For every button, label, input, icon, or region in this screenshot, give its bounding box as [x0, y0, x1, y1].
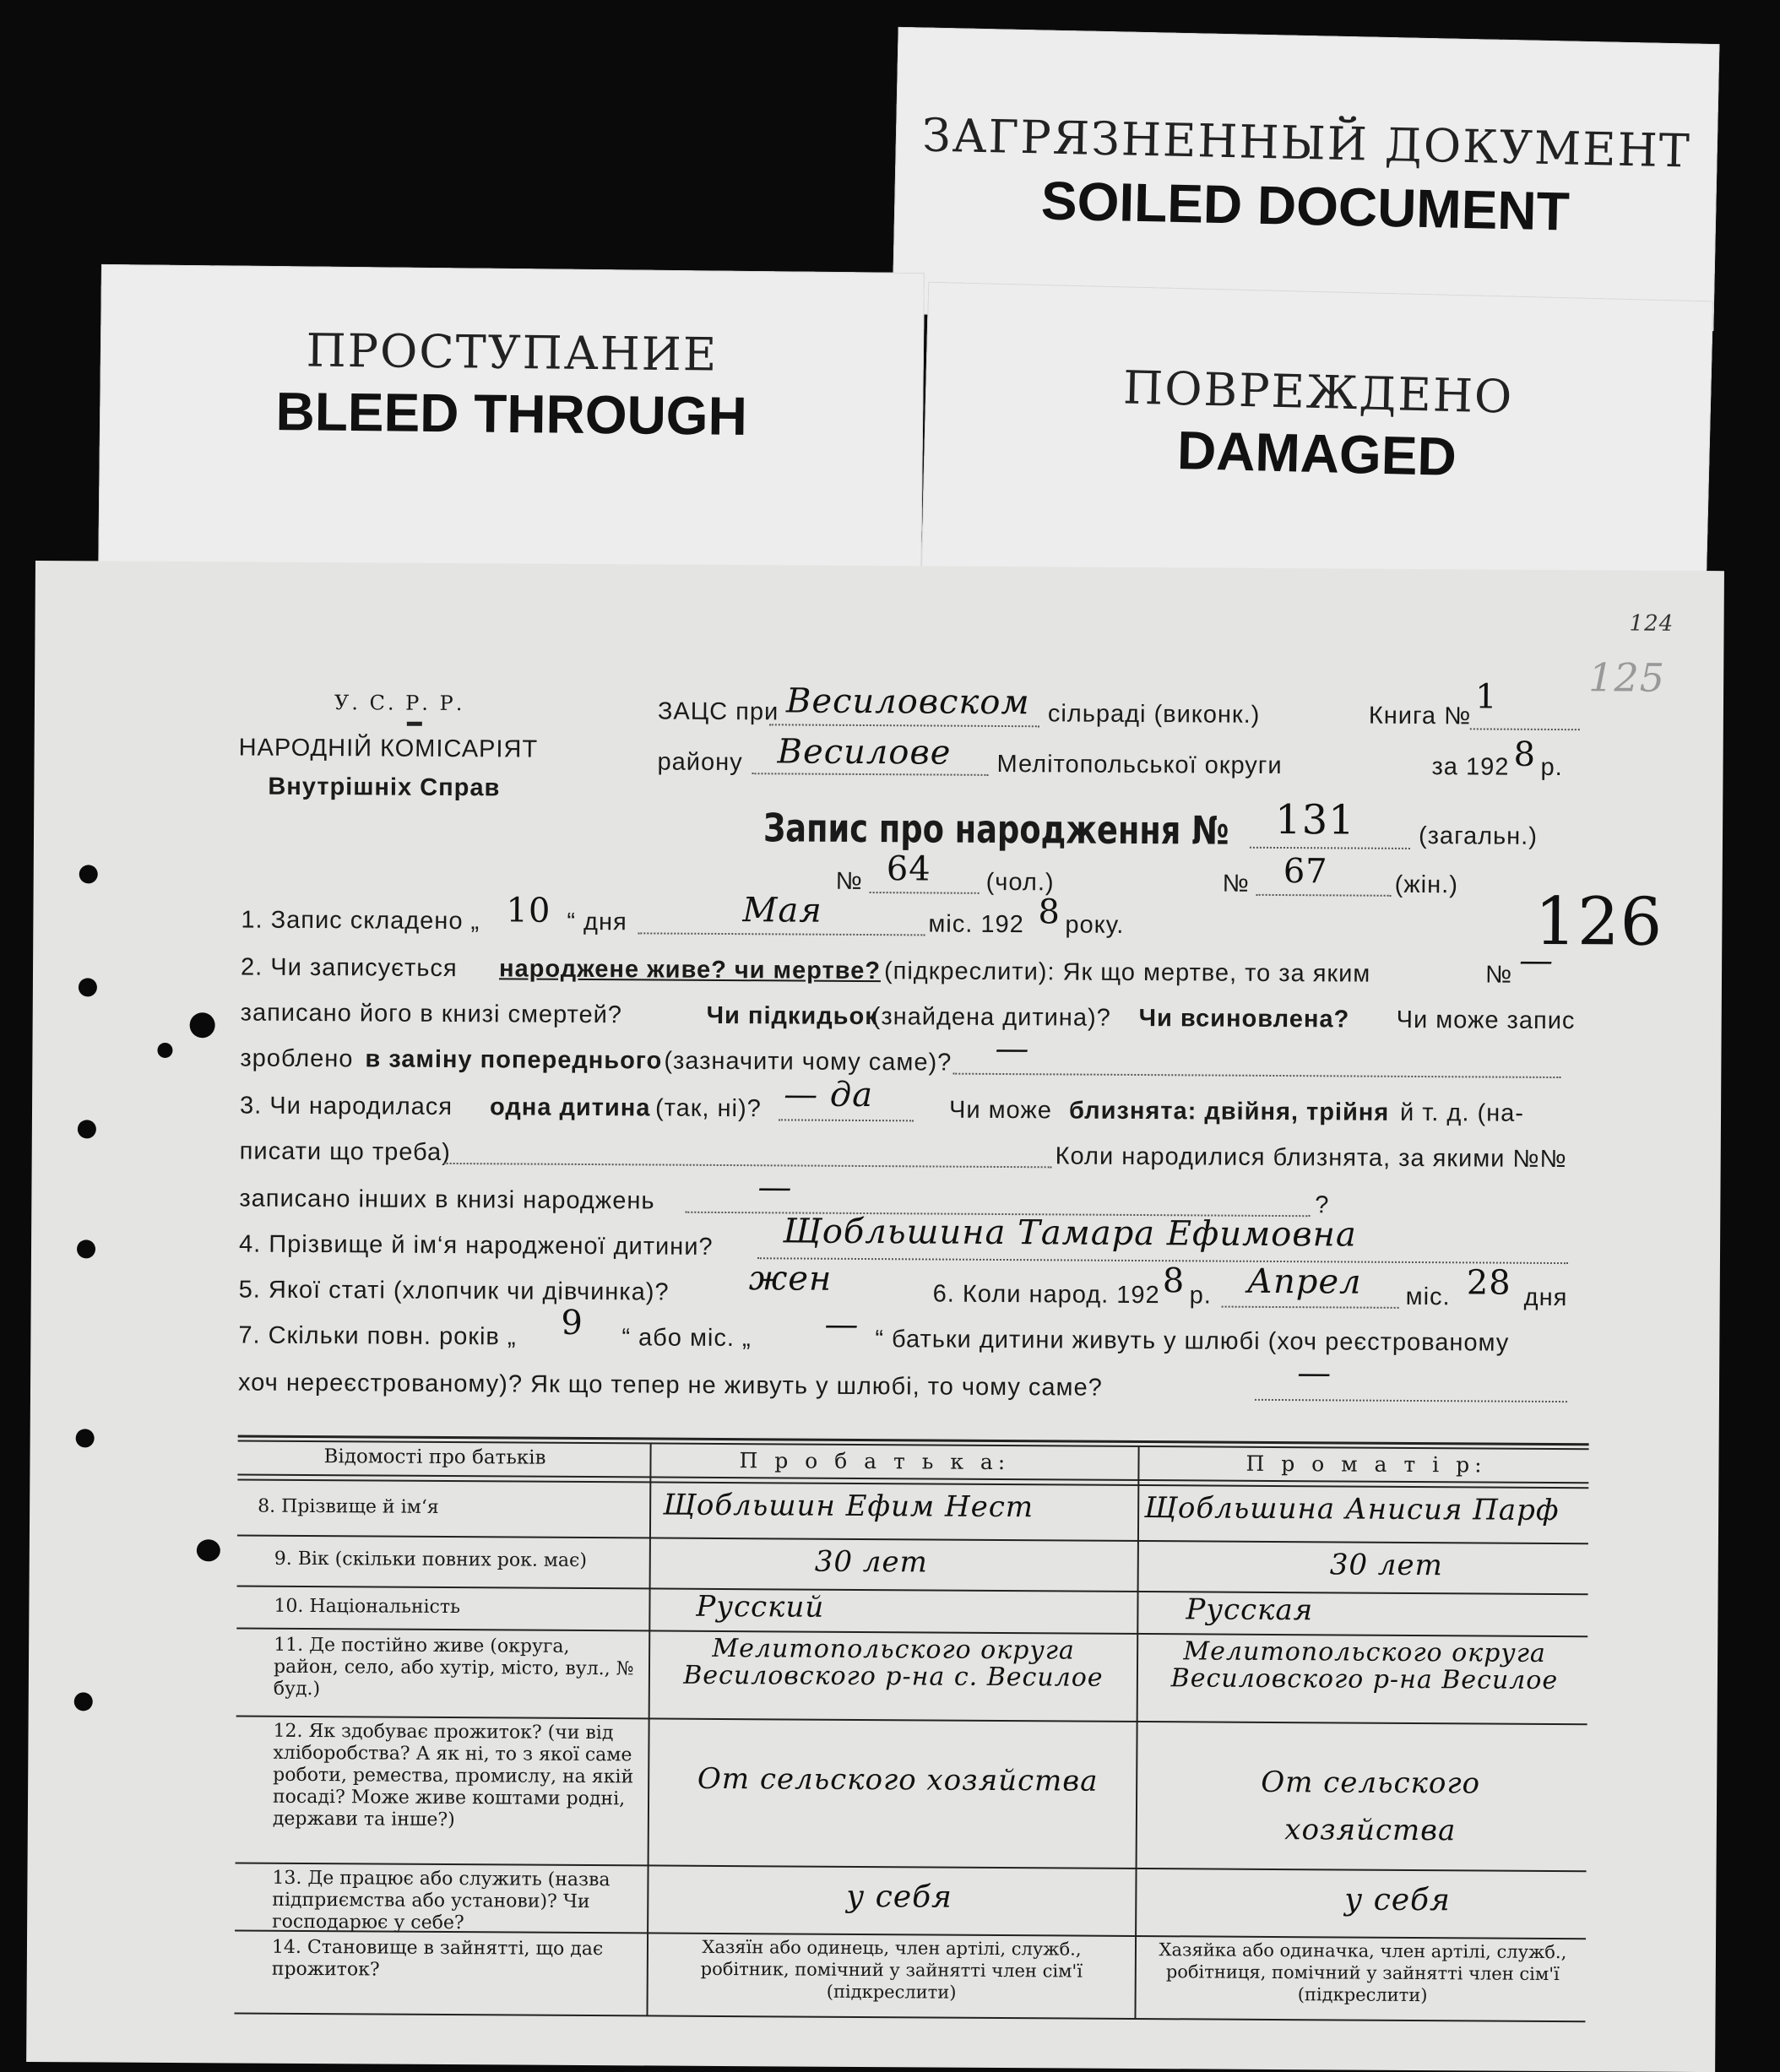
marriage-years-value: 9	[561, 1303, 584, 1342]
q2-label: 2. Чи записується	[240, 953, 458, 983]
q3-maybe: Чи може	[948, 1096, 1053, 1125]
page-mark: 126	[1534, 883, 1663, 961]
male-number-sign: №	[835, 867, 863, 895]
district-suffix: Мелітопольської округи	[996, 750, 1283, 780]
q2-adopted: Чи всиновлена?	[1138, 1004, 1350, 1033]
q7-marriage-note: “ батьки дитини живуть у шлюбі (хоч реєстрованому	[875, 1326, 1510, 1357]
year-suffix: р.	[1540, 753, 1563, 782]
child-name-value: Щобльшина Тамара Ефимовна	[783, 1212, 1357, 1255]
year-label: за 192	[1431, 753, 1510, 781]
district-value: Весилове	[777, 732, 952, 773]
mother-nationality-value: Русская	[1186, 1592, 1314, 1628]
q2-foundling: Чи підкидьок	[706, 1001, 878, 1031]
punch-hole	[79, 865, 98, 883]
birth-year-value: 8	[1162, 1261, 1186, 1301]
birth-year-suffix: р.	[1189, 1282, 1212, 1310]
punch-hole	[74, 1692, 93, 1711]
q4-label: 4. Прізвище й ім‘я народженої дитини?	[238, 1230, 714, 1261]
district-label: району	[657, 748, 743, 777]
q3-one-child: одна дитина	[489, 1093, 651, 1122]
page-mark: 125	[1588, 654, 1666, 701]
q1-month-value: Мая	[742, 891, 822, 930]
punch-hole	[77, 1239, 95, 1258]
q2-made: зроблено	[240, 1044, 354, 1073]
male-number-value: 64	[886, 849, 931, 889]
punch-hole	[197, 1539, 220, 1561]
q3-etc: й т. д. (на-	[1399, 1098, 1525, 1127]
damaged-en-label: DAMAGED	[1176, 419, 1457, 488]
q2-options: народжене живе? чи мертве?	[498, 955, 882, 985]
q3-other-births: записано інших в книзі народжень	[239, 1185, 655, 1215]
q3-twins: близнята: двійня, трійня	[1068, 1097, 1390, 1126]
bleed-en-label: BLEED THROUGH	[275, 381, 748, 447]
row-label-livelihood: 12. Як здобуває прожиток? (чи від хліборобства? А як ні, то з якої саме роботи, ремества, промислу, на якій посаді? Може живе коштами родні, держави та інше?)	[272, 1720, 634, 1831]
father-workplace-value: у себя	[846, 1879, 953, 1915]
row-label-occupation-status: 14. Становище в зайнятті, що дає прожиток?	[271, 1936, 604, 1981]
q2-replacement: в заміну попереднього	[365, 1045, 663, 1075]
record-title: Запис про народження №	[762, 805, 1229, 854]
bleed-through-card	[98, 264, 925, 594]
soiled-ru-label: ЗАГРЯЗНЕННЫЙ ДОКУМЕНТ	[921, 108, 1692, 178]
total-number-value: 131	[1274, 795, 1355, 844]
father-occupation-status: Хазяїн або одинець, член артілі, служб., робітник, помічний у зайнятті член сім'ї (підкреслити)	[700, 1936, 1083, 2003]
father-nationality-value: Русский	[696, 1589, 825, 1625]
q6-label: 6. Коли народ. 192	[932, 1280, 1160, 1310]
book-label: Книга №	[1368, 702, 1472, 730]
female-suffix: (жін.)	[1394, 871, 1459, 899]
child-sex-value: жен	[748, 1259, 833, 1299]
q2-replacement-note: (зазначити чому саме)?	[664, 1047, 952, 1077]
book-number-value: 1	[1474, 677, 1498, 717]
mother-name-value: Щобльшина Анисия Парф	[1144, 1491, 1560, 1528]
page-mark: 124	[1629, 610, 1674, 637]
q3-question-mark: ?	[1315, 1191, 1330, 1219]
soiled-en-label: SOILED DOCUMENT	[1040, 170, 1571, 242]
punch-hole	[190, 1012, 215, 1038]
punch-hole	[76, 1429, 95, 1447]
year-digit-value: 8	[1513, 735, 1537, 774]
father-name-value: Щобльшин Ефим Нест	[663, 1488, 1034, 1525]
q3-write: писати що треба)	[239, 1137, 451, 1167]
q3-other-births-value: —	[757, 1168, 793, 1207]
row-label-name: 8. Прізвище й ім‘я	[258, 1495, 439, 1518]
marriage-months-value: —	[824, 1304, 860, 1344]
q3-one-child-value: — да	[784, 1075, 874, 1115]
q7-why: хоч нереєстрованому)? Як що тепер не живуть у шлюбі, то чому саме?	[237, 1369, 1103, 1402]
q5-label: 5. Якої статі (хлопчик чи дівчинка)?	[238, 1276, 670, 1306]
q7-months-label: “ або міс. „	[621, 1324, 752, 1353]
mother-residence-value: Мелитопольского округа Весиловского р-на Весилое	[1170, 1636, 1559, 1696]
mother-occupation-status: Хазяйка або одиначка, член артілі, служб., робітниця, помічний у зайнятті член сім'ї (підкреслити)	[1159, 1939, 1567, 2006]
row-label-workplace: 13. Де працює або служить (назва підприємства або установи)? Чи господарює у себе?	[272, 1867, 611, 1934]
q7-label: 7. Скільки повн. років „	[238, 1321, 517, 1351]
punch-hole	[157, 1043, 172, 1058]
birth-month-suffix: міс.	[1405, 1283, 1451, 1311]
birth-day-suffix: дня	[1523, 1283, 1568, 1312]
q3-yes-no: (так, ні)?	[654, 1094, 762, 1123]
commissariat-label: НАРОДНІЙ КОМІСАРІЯТ	[238, 734, 539, 763]
row-label-nationality: 10. Національність	[274, 1595, 461, 1619]
father-age-value: 30 лет	[814, 1544, 928, 1580]
q2-foundling-note: (знайдена дитина)?	[871, 1003, 1111, 1032]
row-label-age: 9. Вік (скільки повних рок. має)	[274, 1548, 588, 1572]
divider	[407, 722, 422, 726]
table-header-father: П р о б а т ь к а:	[739, 1448, 1011, 1475]
bleed-ru-label: ПРОСТУПАНИЕ	[306, 323, 719, 382]
q2-replacement-value: —	[995, 1028, 1030, 1069]
q1-label: 1. Запис складено „	[241, 906, 480, 936]
table-header-parents: Відомості про батьків	[323, 1446, 546, 1469]
village-council-value: Весиловском	[785, 681, 1030, 723]
female-number-value: 67	[1283, 852, 1328, 892]
q2-may-record: Чи може запис	[1396, 1006, 1576, 1035]
female-number-sign: №	[1222, 870, 1250, 898]
mother-age-value: 30 лет	[1329, 1548, 1443, 1583]
birth-day-value: 28	[1466, 1263, 1511, 1303]
row-label-residence: 11. Де постійно живе (округа, район, село, або хутір, місто, вул., № буд.)	[273, 1634, 634, 1700]
village-council-suffix: сільраді (виконк.)	[1047, 700, 1261, 729]
mother-workplace-value: у себя	[1344, 1882, 1452, 1918]
ussr-label: У. С. Р. Р.	[334, 691, 465, 716]
q3-label: 3. Чи народилася	[239, 1092, 453, 1121]
q1-day-suffix: “ дня	[567, 908, 627, 936]
q1-day-value: 10	[506, 891, 551, 930]
q1-month-suffix: міс. 192	[928, 910, 1024, 939]
birth-record-document	[26, 561, 1724, 2072]
punch-hole	[79, 978, 97, 996]
q2-question: (підкреслити): Як що мертве, то за яким	[883, 957, 1371, 988]
birth-month-value: Апрел	[1246, 1261, 1362, 1302]
total-suffix: (загальн.)	[1418, 822, 1539, 850]
father-residence-value: Мелитопольского округа Весиловского р-на с. Весилое	[683, 1633, 1104, 1693]
mother-livelihood-value: От сельского хозяйства	[1261, 1765, 1481, 1848]
punch-hole	[78, 1120, 96, 1138]
q1-year-value: 8	[1038, 892, 1061, 932]
damaged-card	[921, 282, 1713, 589]
q1-year-suffix: року.	[1065, 911, 1125, 939]
internal-affairs-label: Внутрішніх Справ	[268, 773, 501, 802]
male-suffix: (чол.)	[985, 868, 1055, 897]
q3-twins-numbers: Коли народилися близнята, за якими №№	[1055, 1142, 1567, 1174]
damaged-ru-label: ПОВРЕЖДЕНО	[1122, 361, 1515, 424]
table-header-mother: П р о м а т і р:	[1245, 1451, 1487, 1478]
q2-number-sign: №	[1484, 961, 1513, 989]
father-livelihood-value: От сельского хозяйства	[697, 1761, 1099, 1798]
zags-label: ЗАЦС при	[657, 697, 779, 726]
q2-number-value: —	[1518, 941, 1555, 980]
q2-death-book: записано його в книзі смертей?	[240, 999, 623, 1029]
q7-why-value: —	[1297, 1353, 1332, 1393]
